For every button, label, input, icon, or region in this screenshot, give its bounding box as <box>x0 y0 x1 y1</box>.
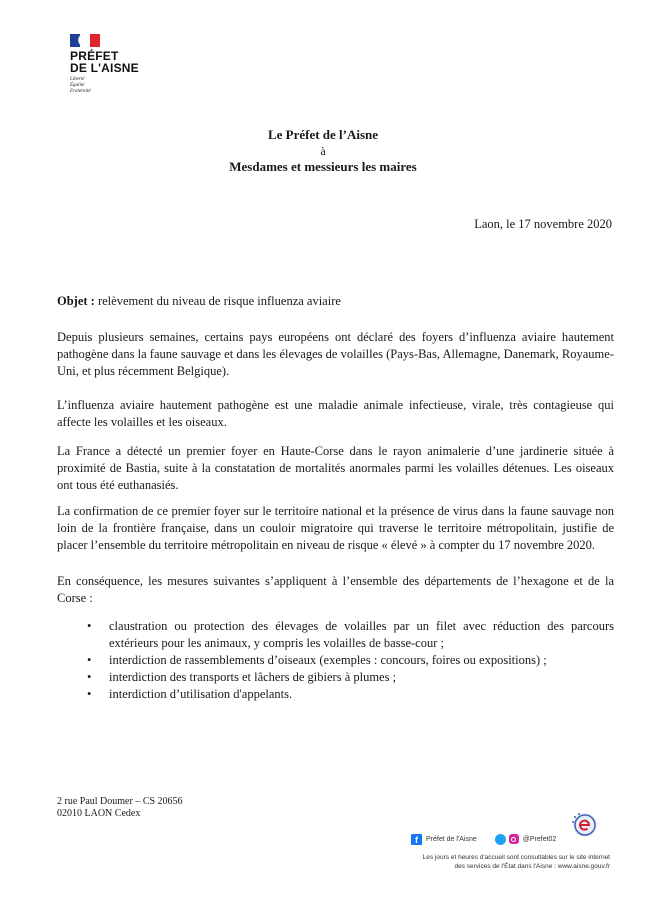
social-links <box>411 832 556 846</box>
list-item: • claustration ou protection des élevages de volailles par un filet avec réduction des parcours extérieurs pour les animaux, y compris les volailles de basse-cour ; <box>87 619 614 650</box>
services-quality-seal-icon <box>568 810 602 844</box>
paragraph-2: L’influenza aviaire hautement pathogène est une maladie animale infectieuse, virale, très contagieuse qui affecte les volailles et les oiseaux. <box>57 398 614 429</box>
recipient: Mesdames et messieurs les maires <box>229 159 417 174</box>
paragraph-1: Depuis plusieurs semaines, certains pays européens ont déclaré des foyers d’influenza aviaire hautement pathogène dans la faune sauvage et dans les élevages de volailles (Pays-Bas, Allemagne, Danemark, Royaume-Uni, et plus récemment Belgique). <box>57 330 614 378</box>
facebook-label[interactable]: Préfet de l'Aisne <box>426 835 477 843</box>
marianne-flag-icon <box>70 34 100 47</box>
subject-text: relèvement du niveau de risque influenza aviaire <box>97 294 341 308</box>
republic-motto: Liberté Égalité Fraternité <box>70 77 91 94</box>
list-item: • interdiction de rassemblements d’oiseaux (exemples : concours, foires ou expositions) ; <box>87 653 547 667</box>
footer-note: Les jours et heures d'accueil sont consultables sur le site internet des services de l'État dans l'Aisne : www.aisne.gouv.fr <box>422 854 610 870</box>
addressee-block <box>0 127 646 175</box>
paragraph-5: En conséquence, les mesures suivantes s’appliquent à l’ensemble des départements de l’hexagone et de la Corse : <box>57 574 614 605</box>
addressee-a: à <box>320 144 326 158</box>
postal-address: 2 rue Paul Doumer – CS 20656 02010 LAON Cedex <box>57 796 183 819</box>
facebook-icon[interactable]: f <box>411 834 422 845</box>
paragraph-3: La France a détecté un premier foyer en Haute-Corse dans le rayon animalerie d’une jardinerie située à proximité de Bastia, suite à la constatation de mortalités anormales parmi les volailles détenues. Les oiseaux ont tous été euthanasiés. <box>57 444 614 492</box>
twitter-icon[interactable] <box>495 834 506 845</box>
measures-list <box>57 618 614 703</box>
paragraph-4: La confirmation de ce premier foyer sur le territoire national et la présence de virus dans la faune sauvage non loin de la frontière française, dans un couloir migratoire qui traverse le territoire métropolitain, justifie de placer l’ensemble du territoire métropolitain en niveau de risque « élevé » à compter du 17 novembre 2020. <box>57 504 614 552</box>
sender: Le Préfet de l’Aisne <box>267 127 379 142</box>
list-item: • interdiction des transports et lâchers de gibiers à plumes ; <box>87 670 397 684</box>
subject-label: Objet : <box>57 294 95 308</box>
list-item: • interdiction d’utilisation d'appelants. <box>87 687 293 701</box>
subject-line <box>57 294 341 309</box>
social-handle[interactable]: @Prefet02 <box>522 835 557 843</box>
logo-title: PRÉFET DE L'AISNE <box>70 49 139 75</box>
instagram-icon[interactable] <box>509 834 519 844</box>
letter-date: Laon, le 17 novembre 2020 <box>474 217 612 231</box>
prefecture-logo <box>70 34 139 95</box>
